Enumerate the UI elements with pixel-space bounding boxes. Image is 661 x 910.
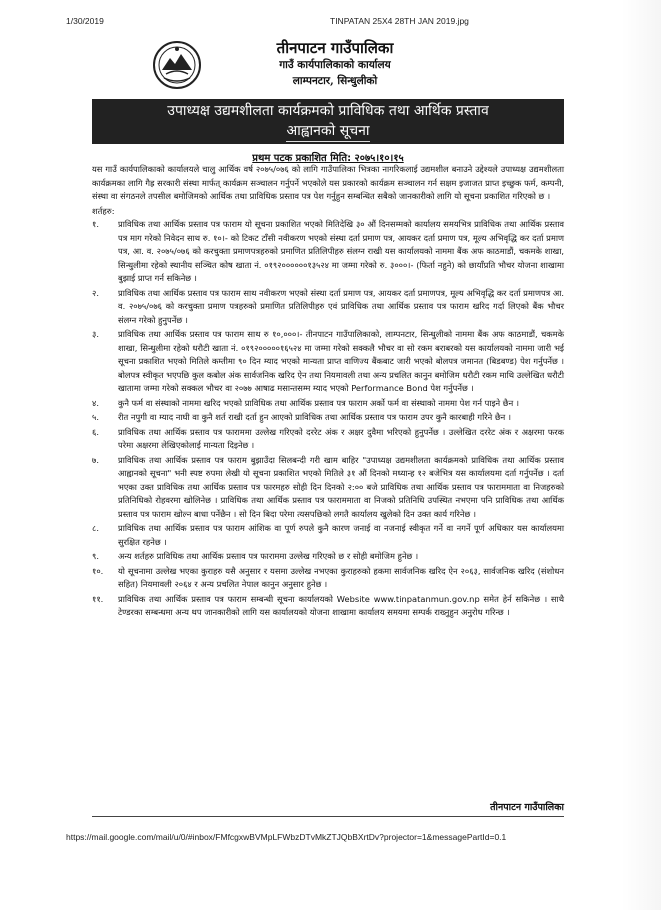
condition-item [92,287,564,328]
org-name: तीनपाटन गाउँपालिका [276,39,394,57]
conditions-list [92,218,564,620]
condition-number: ४. [92,397,99,408]
condition-item [92,426,564,453]
condition-number: ५. [92,412,99,422]
condition-number: ९. [92,551,99,561]
conditions-heading: शर्तहरु: [92,205,115,216]
condition-item [92,397,564,411]
notice-title-line1: उपाध्यक्ष उद्यमशीलता कार्यक्रमको प्राविधिक तथा आर्थिक प्रस्ताव [167,103,489,119]
scan-shadow [621,0,661,910]
condition-text: अन्य शर्तहरु प्राविधिक तथा आर्थिक प्रस्ताव पत्र फाराममा उल्लेख गरिएको छ र सोही बमोजिम हुनेछ । [118,551,419,561]
notice-body [92,163,564,621]
condition-item [92,411,564,425]
org-office: गाउँ कार्यपालिकाको कार्यालय [279,59,391,71]
condition-number: २. [92,287,99,298]
condition-item [92,218,564,286]
condition-number: १. [92,219,99,229]
print-footer-url: https://mail.google.com/mail/u/0/#inbox/FMfcgxwBVMpLFWbzDTvMkZTJQbBXrtDv?projector=1&messagePartId=0.1 [66,832,507,842]
print-filename: TINPATAN 25X4 28TH JAN 2019.jpg [330,16,469,26]
notice-title-banner [92,99,564,144]
first-published-date: प्रथम पटक प्रकाशित मिति: २०७५।१०।१५ [252,153,404,164]
condition-item [92,454,564,522]
condition-text: कुनै फर्म वा संस्थाको नाममा खरिद भएको प्राविधिक तथा आर्थिक प्रस्ताव पत्र फाराम अर्को फर्म वा संस्थाको नाममा पेश गर्न पाइने छैन । [118,397,519,408]
signature-block: तीनपाटन गाउँपालिका [490,802,564,813]
condition-number: ७. [92,454,99,465]
condition-number: ११. [92,593,104,604]
condition-number: ६. [92,426,99,437]
condition-text: प्राविधिक तथा आर्थिक प्रस्ताव पत्र फाराम यो सूचना प्रकाशित भएको मितिदेखि ३० औं दिनसम्मको कार्यालय समयभित्र प्राविधिक तथा आर्थिक प्रस्ताव पत्र माग गरेको निवेदन साथ रु. १०।- को टिकट टाँसी नवीकरण भएको संस्था दर्ता प्रमाण पत्र, आयकर दर्ता प्रमाण पत्र, मूल्य अभिवृद्धि कर दर्ता प्रमाण पत्र, आ. व. २०७५/०७६ को करचुक्ता प्रमाणपत्रहरुको प्रमाणित प्रतिलिपीहरु संलग्न राखी यस कार्यालयको नाममा बैंक अफ काठमाडौं, चकमके शाखा, सिन्धुलीमा रहेको स्थानीय सञ्चित कोष खाता नं. ०१९२००००००१३५२४ मा जम्मा गरेको रु. ३०००।- (फिर्ता नहुने) को छायाँप्रति भौचर योजना शाखामा बुझाई प्राप्त गर्न सकिनेछ । [118,219,564,283]
condition-item [92,550,564,564]
print-date: 1/30/2019 [66,16,104,26]
condition-text: प्राविधिक तथा आर्थिक प्रस्ताव पत्र फाराम आंशिक वा पूर्ण रुपले कुनै कारण जनाई वा नजनाई स्वीकृत गर्ने वा नगर्ने पूर्ण अधिकार यस कार्यालयमा सुरक्षित रहनेछ । [118,523,564,547]
condition-item [92,565,564,592]
letterhead [100,36,570,98]
condition-text: प्राविधिक तथा आर्थिक प्रस्ताव पत्र फाराम साथ रु १०,०००।- तीनपाटन गाउँपालिकाको, लाम्पनटार, सिन्धुलीको नाममा बैंक अफ काठमाडौं, चकमके शाखा, सिन्धुलीमा रहेको धरौटी खाता नं. ०१९२०००००१६५२४ मा जम्मा गरेको सक्कलै भौचर वा सो रकम बराबरको यस कार्यालयको नाममा जारी भई सूचना प्रकाशित भएको मितिले कम्तीमा ९० दिन म्याद भएको मान्यता प्राप्त वाणिज्य बैंकबाट जारी भएको बोलपत्र जमानत (बिडबण्ड) पेश गर्नुपर्नेछ । बोलपत्र स्वीकृत भएपछि कुल कबोल अंक सार्वजनिक खरिद ऐन तथा नियमावली तथा अन्य प्रचलित कानुन बमोजिम धरौटी रकम माथि उल्लेखित धरौटी खातामा जम्मा गरेको सक्कल भौचर वा २०७७ आषाढ मसान्तसम्म म्याद भएको Performance Bond पेश गर्नुपर्नेछ । [118,329,564,393]
condition-text: प्राविधिक तथा आर्थिक प्रस्ताव पत्र फाराम सम्बन्धी सूचना कार्यालयको Website www.tinpatanmun.gov.np समेत हेर्न सकिनेछ । साथै टेण्डरका सम्बन्धमा अन्य थप जानकारीको लागि यस कार्यालयको योजना शाखामा कार्यालय समयमा सम्पर्क राख्नुहुन अनुरोध गरिन्छ । [118,593,564,617]
condition-text: प्राविधिक तथा आर्थिक प्रस्ताव पत्र फाराम बुझाउँदा सिलबन्दी गरी खाम बाहिर "उपाध्यक्ष उद्यमशीलता कार्यक्रमको प्राविधिक तथा आर्थिक प्रस्ताव आह्वानको सूचना" भनी स्पष्ट रुपमा लेखी यो सूचना प्रकाशित भएको मितिले ३१ औं दिनको मध्यान्ह १२ बजेभित्र यस कार्यालयमा दर्ता गर्नुपर्नेछ । दर्ता भएका उक्त प्राविधिक तथा आर्थिक प्रस्ताव पत्र फारमहरु सोही दिन दिनको २:०० बजे प्राविधिक तथा आर्थिक प्रस्ताव पत्र फाराममाता वा निजहरुको प्रतिनिधिको रोहवरमा खोलिनेछ । प्राविधिक तथा आर्थिक प्रस्ताव पत्र फाराममाता वा निजको प्रतिनिधि उपस्थित नभएमा पनि प्राविधिक तथा आर्थिक प्रस्ताव पत्र फाराम खोल्न बाधा पर्नेछैन । सो दिन बिदा परेमा त्यसपछिको लगतै कार्यालय खुलेको दिन उक्त कार्य गरिनेछ । [118,454,564,519]
signature-rule [92,816,564,817]
condition-number: १०. [92,565,104,576]
condition-text: यो सूचनामा उल्लेख भएका कुराहरु यसै अनुसार र यसमा उल्लेख नभएका कुराहरुको हकमा सार्वजनिक खरिद ऐन २०६३, सार्वजनिक खरिद (संशोधन सहित) नियमावली २०६४ र अन्य प्रचलित नेपाल कानुन अनुसार हुनेछ । [118,565,564,589]
notice-title-line2: आह्वानको सूचना [286,121,369,142]
condition-number: ८. [92,523,99,533]
condition-item [92,522,564,549]
condition-text: प्राविधिक तथा आर्थिक प्रस्ताव पत्र फाराम साथ नवीकरण भएको संस्था दर्ता प्रमाण पत्र, आयकर दर्ता प्रमाणपत्र, मूल्य अभिवृद्धि कर दर्ता प्रमाणपत्र आ. व. २०७५/०७६ को करचुक्ता प्रमाण पत्रहरुको प्रमाणित प्रतिलिपीहरु एवं प्राविधिक तथा आर्थिक प्रस्ताव पत्र फाराम खरिद गर्दा लिएको बैंक भौचर संलग्न गरेको हुनुपर्नेछ । [118,287,564,325]
org-address: लाम्पनटार, सिन्धुलीको [292,75,378,87]
condition-item [92,328,564,396]
condition-text: प्राविधिक तथा आर्थिक प्रस्ताव पत्र फाराममा उल्लेख गरिएको दररेट अंक र अक्षर दुवैमा भरिएको हुनुपर्नेछ । उल्लेखित दररेट अंक र अक्षरमा फरक परेमा अक्षरमा लेखिएकोलाई मान्यता दिइनेछ । [118,426,564,450]
condition-text: रीत नपुगी वा म्याद नाघी वा कुनै शर्त राखी दर्ता हुन आएको प्राविधिक तथा आर्थिक प्रस्ताव पत्र फाराम उपर कुनै कारबाही गरिने छैन । [118,412,512,422]
condition-number: ३. [92,329,99,339]
condition-item [92,593,564,620]
intro-paragraph: यस गाउँ कार्यपालिकाको कार्यालयले चालु आर्थिक वर्ष २०७५/०७६ को लागि गाउँपालिका भित्रका नागरिकलाई उद्यमशील बनाउने उद्देश्यले उपाध्यक्ष उद्यमशीलता कार्यक्रमका लागि गैह्र सरकारी संस्था मार्फत् कार्यक्रम सञ्चालन गर्नुपर्ने भएकोले यस प्रकारको कार्यक्रम सञ्चालन गर्न सक्षम इजाजत प्राप्त इच्छुक फर्म, कम्पनी, संस्था वा संगठनले तपसील बमोजिमको आर्थिक तथा प्राविधिक प्रस्ताव पत्र पेश गर्नुहुन सम्बन्धित सबैको जानकारीको लागि यो सूचना प्रकाशित गरिएको छ । [92,164,564,201]
